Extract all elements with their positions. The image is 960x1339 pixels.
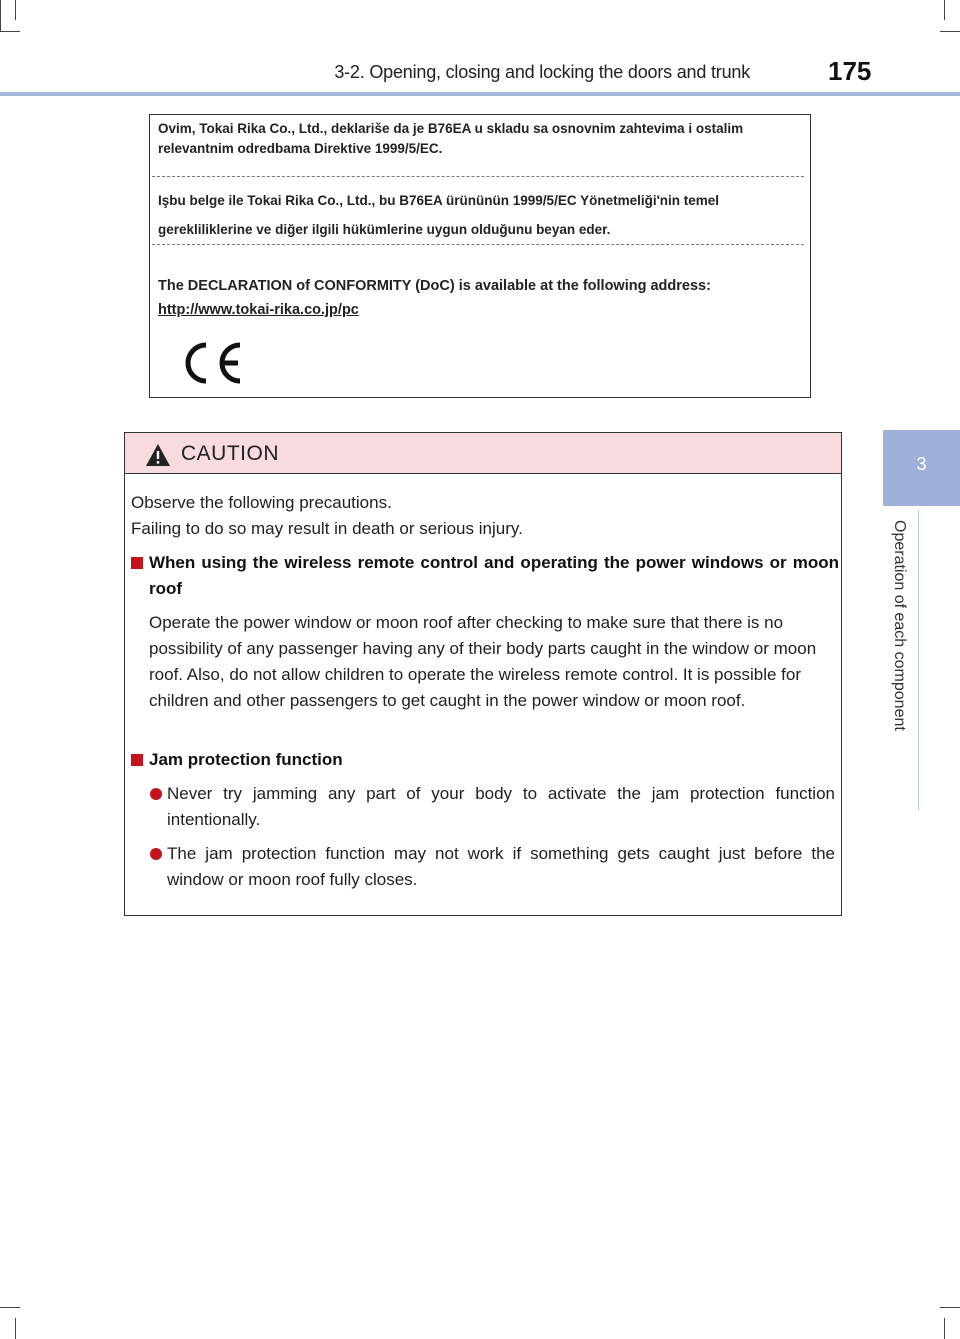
crop-mark [944, 0, 945, 20]
section-title: 3-2. Opening, closing and locking the doors and trunk [334, 62, 750, 82]
crop-mark [940, 1307, 960, 1308]
subsection-body: Operate the power window or moon roof after checking to make sure that there is no possibility of any passenger having any of their body parts caught in the window or moon roof. Also, do not allow children to operate the wireless remote control. It is possible for children and other passengers to get caught in the power window or moon roof. [149, 613, 817, 710]
caution-box: CAUTION Observe the following precautions. Failing to do so may result in death or serious injury. When using the wireless remote control and operating the power windows or moon roof Operate the power window or moon roof after checking to make sure that there is no possibility of any passenger having any of their body parts caught in the window or moon roof. Also, do not allow children to operate the wireless remote control. It is possible for children and other passengers to get caught in the power window or moon roof. Jam protection function Never try jamming any part of your body to activate the jam protection function intentionally. The jam protection function may not work if something gets caught just before the window or moon roof fully closes. [124, 432, 842, 916]
chapter-tab [883, 430, 960, 506]
square-bullet-icon [131, 754, 143, 766]
caution-intro: Failing to do so may result in death or serious injury. [131, 519, 523, 538]
crop-mark [944, 1318, 945, 1339]
crop-mark [15, 0, 16, 20]
crop-mark [15, 1318, 16, 1339]
divider [152, 244, 804, 245]
crop-mark [0, 31, 20, 32]
caution-header [125, 433, 841, 474]
cert-line: The DECLARATION of CONFORMITY (DoC) is available at the following address: [158, 278, 711, 294]
crop-mark [0, 1307, 20, 1308]
crop-mark [940, 31, 960, 32]
cert-line: relevantnim odredbama Direktive 1999/5/EC. [158, 141, 443, 156]
cert-line: gerekliliklerine ve diğer ilgili hükümlerine uygun olduğunu beyan eder. [158, 222, 611, 237]
cert-url: http://www.tokai-rika.co.jp/pc [158, 302, 359, 318]
round-bullet-icon [150, 848, 162, 860]
square-bullet-icon [131, 557, 143, 569]
divider [152, 176, 804, 177]
bullet-item: The jam protection function may not work if something gets caught just before the window or moon roof fully closes. [167, 844, 835, 889]
chapter-number: 3 [916, 454, 927, 474]
chapter-divider [918, 510, 919, 810]
bullet-item: Never try jamming any part of your body to activate the jam protection function intentionally. [167, 784, 835, 829]
round-bullet-icon [150, 788, 162, 800]
caution-intro: Observe the following precautions. [131, 493, 392, 512]
warning-triangle-icon [145, 443, 171, 467]
ce-mark-icon [178, 337, 246, 389]
certificate-box [149, 114, 811, 398]
crop-mark [0, 0, 1, 32]
chapter-label: Operation of each component [891, 520, 908, 731]
caution-title: CAUTION [181, 442, 279, 465]
cert-line: Işbu belge ile Tokai Rika Co., Ltd., bu B76EA ürününün 1999/5/EC Yönetmeliği'nin temel [158, 193, 720, 208]
header-rule [0, 92, 960, 96]
cert-line: Ovim, Tokai Rika Co., Ltd., deklariše da je B76EA u skladu sa osnovnim zahtevima i ostalim [158, 121, 744, 136]
page-number: 175 [828, 56, 872, 86]
